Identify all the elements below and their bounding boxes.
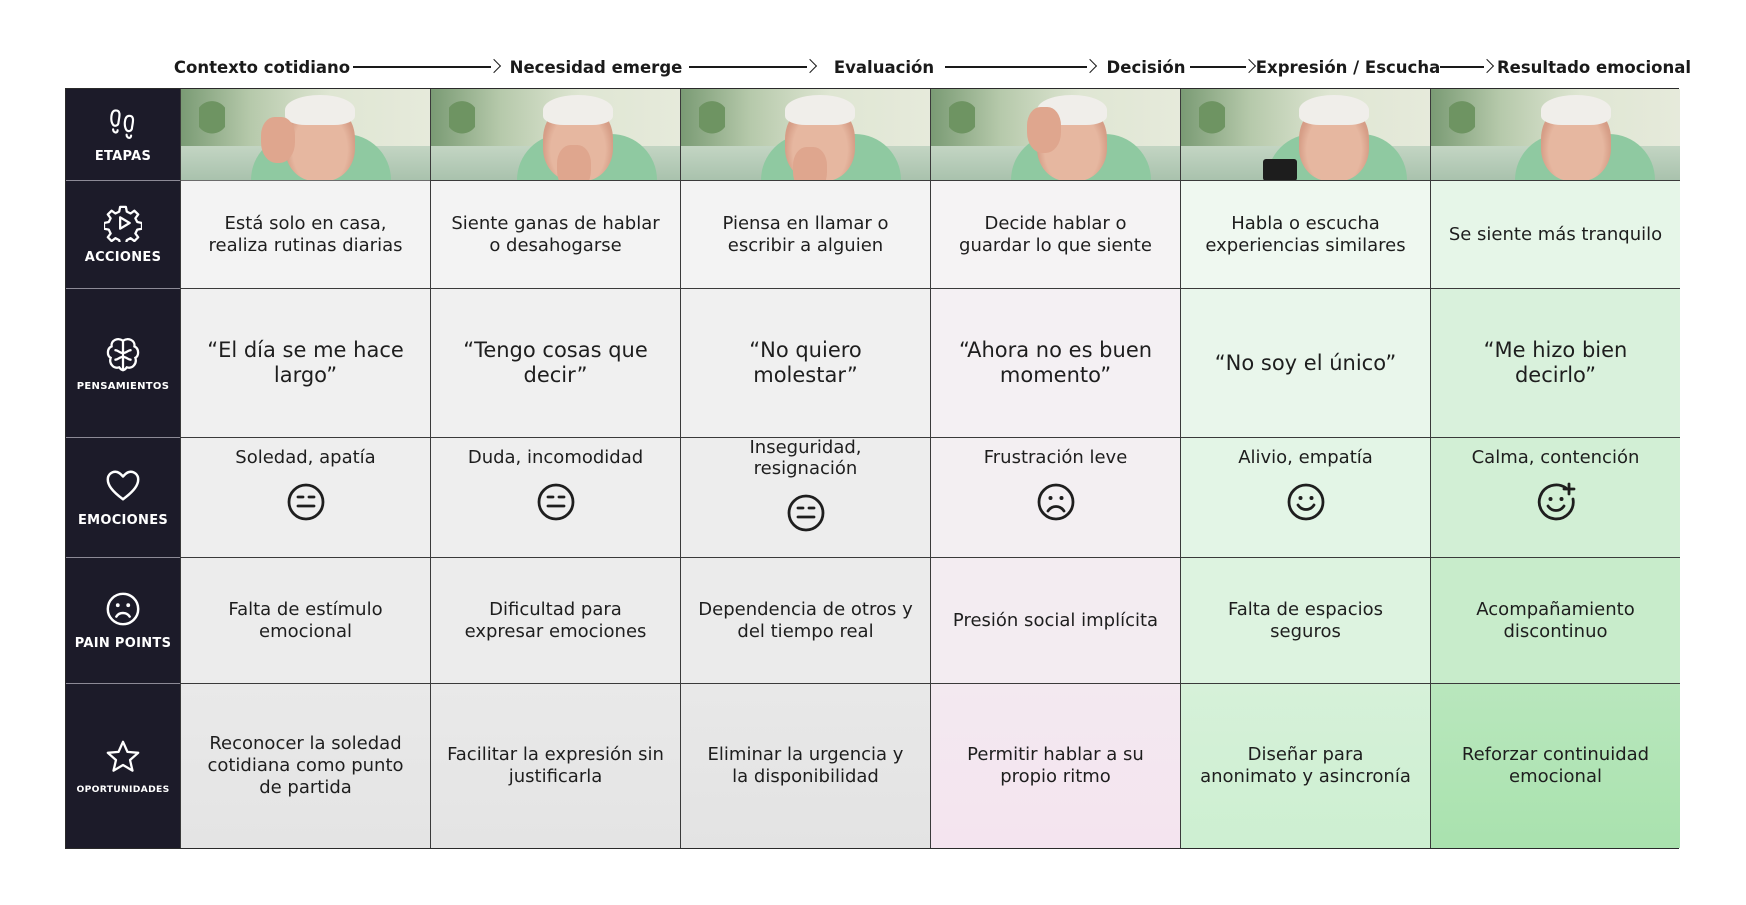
- opportunity-cell: Permitir hablar a su propio ritmo: [930, 684, 1180, 848]
- footprints-icon: [105, 105, 141, 141]
- arrow-icon: [945, 60, 1095, 74]
- row-header-pain-points: [66, 558, 180, 684]
- phone-icon: [1263, 159, 1297, 181]
- opportunity-cell: Eliminar la urgencia y la disponibilidad: [680, 684, 930, 848]
- opportunity-cell: Diseñar para anonimato y asincronía: [1180, 684, 1430, 848]
- stage-photo: [180, 89, 430, 181]
- action-cell: Siente ganas de hablar o desahogarse: [430, 181, 680, 289]
- happy-face-icon: [1286, 482, 1326, 522]
- row-pensamientos: [66, 289, 1678, 438]
- row-title: OPORTUNIDADES: [76, 783, 170, 795]
- row-oportunidades: [66, 684, 1678, 848]
- row-title: PAIN POINTS: [74, 636, 172, 651]
- gear-play-icon: [104, 204, 142, 242]
- thought-cell: “Me hizo bien decirlo”: [1430, 289, 1680, 438]
- emotion-cell: Frustración leve: [930, 438, 1180, 558]
- emotion-cell: Duda, incomodidad: [430, 438, 680, 558]
- stage-photo: [1430, 89, 1680, 181]
- row-pain-points: [66, 558, 1678, 684]
- emotion-cell: Soledad, apatía: [180, 438, 430, 558]
- action-cell: Piensa en llamar o escribir a alguien: [680, 181, 930, 289]
- row-header-etapas: [66, 89, 180, 181]
- thought-cell: “El día se me hace largo”: [180, 289, 430, 438]
- sad-face-icon: [1036, 482, 1076, 522]
- row-title: ACCIONES: [84, 250, 162, 265]
- neutral-face-icon: [286, 482, 326, 522]
- arrow-icon: [353, 60, 499, 74]
- stage-label-3: Evaluación: [833, 58, 935, 77]
- stages-header: [0, 0, 1746, 90]
- pain-point-cell: Dependencia de otros y del tiempo real: [680, 558, 930, 684]
- neutral-face-icon: [536, 482, 576, 522]
- pain-point-cell: Falta de estímulo emocional: [180, 558, 430, 684]
- thought-cell: “Ahora no es buen momento”: [930, 289, 1180, 438]
- stage-label-2: Necesidad emerge: [509, 58, 683, 77]
- row-etapas: [66, 89, 1678, 181]
- stage-label-1: Contexto cotidiano: [173, 58, 351, 77]
- happy-face-plus-icon: [1536, 482, 1576, 522]
- thought-cell: “No soy el único”: [1180, 289, 1430, 438]
- stage-photo: [430, 89, 680, 181]
- opportunity-cell: Reforzar continuidad emocional: [1430, 684, 1680, 848]
- star-icon: [104, 738, 142, 776]
- row-title: EMOCIONES: [77, 513, 169, 528]
- pain-point-cell: Dificultad para expresar emociones: [430, 558, 680, 684]
- stage-label-6: Resultado emocional: [1496, 58, 1692, 77]
- journey-map-grid: [65, 88, 1679, 849]
- arrow-icon: [689, 60, 815, 74]
- row-header-acciones: [66, 181, 180, 289]
- brain-icon: [104, 335, 142, 373]
- stage-photo: [1180, 89, 1430, 181]
- row-emociones: [66, 438, 1678, 558]
- neutral-face-icon: [786, 493, 826, 533]
- stage-label-4: Decisión: [1106, 58, 1186, 77]
- emotion-cell: Alivio, empatía: [1180, 438, 1430, 558]
- stage-photo: [680, 89, 930, 181]
- action-cell: Está solo en casa, realiza rutinas diarias: [180, 181, 430, 289]
- row-acciones: [66, 181, 1678, 289]
- arrow-icon: [1190, 60, 1254, 74]
- row-header-pensamientos: [66, 289, 180, 438]
- opportunity-cell: Facilitar la expresión sin justificarla: [430, 684, 680, 848]
- action-cell: Habla o escucha experiencias similares: [1180, 181, 1430, 289]
- opportunity-cell: Reconocer la soledad cotidiana como punto de partida: [180, 684, 430, 848]
- stage-photo: [930, 89, 1180, 181]
- row-header-emociones: [66, 438, 180, 558]
- emotion-cell: Calma, contención: [1430, 438, 1680, 558]
- pain-point-cell: Falta de espacios seguros: [1180, 558, 1430, 684]
- thought-cell: “No quiero molestar”: [680, 289, 930, 438]
- heart-icon: [104, 467, 142, 505]
- pain-point-cell: Acompañamiento discontinuo: [1430, 558, 1680, 684]
- sad-face-icon: [104, 590, 142, 628]
- pain-point-cell: Presión social implícita: [930, 558, 1180, 684]
- action-cell: Se siente más tranquilo: [1430, 181, 1680, 289]
- row-title: PENSAMIENTOS: [76, 380, 170, 392]
- row-title: ETAPAS: [94, 149, 152, 164]
- thought-cell: “Tengo cosas que decir”: [430, 289, 680, 438]
- arrow-icon: [1440, 60, 1492, 74]
- row-header-oportunidades: [66, 684, 180, 848]
- emotion-cell: Inseguridad, resignación: [680, 438, 930, 558]
- action-cell: Decide hablar o guardar lo que siente: [930, 181, 1180, 289]
- stage-label-5: Expresión / Escucha: [1255, 58, 1441, 77]
